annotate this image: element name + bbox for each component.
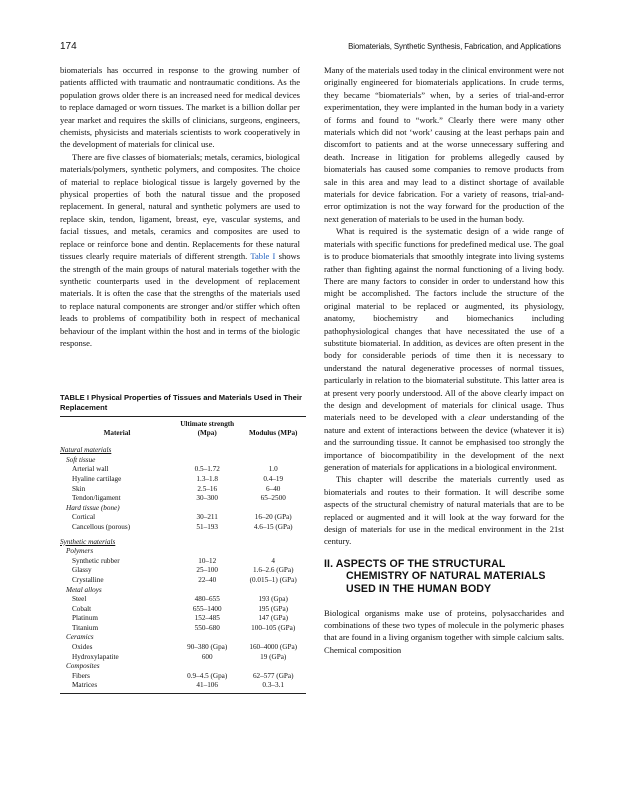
- paragraph-text: understanding of the nature and extent of interactions between the device (whatever it is) and the surrounding tissue. It cannot be emphasised too strongly the importance of biocompatibility in the development of the next generation of materials for applications in a biological environment.: [324, 412, 564, 472]
- cell-strength: 41–106: [196, 681, 218, 690]
- cell-material: Ceramics: [66, 633, 94, 642]
- page-number: 174: [60, 41, 77, 52]
- cell-material: Cancellous (porous): [72, 522, 131, 531]
- cell-strength: 30–211: [196, 513, 218, 522]
- cell-strength: 152–485: [194, 614, 220, 623]
- cell-strength: [174, 586, 240, 596]
- table-group-row: [60, 533, 306, 548]
- table-row: [60, 513, 306, 523]
- left-column: [60, 64, 300, 382]
- cell-strength: [174, 547, 240, 557]
- cell-modulus: [240, 504, 306, 514]
- cell-modulus: [240, 456, 306, 466]
- cell-modulus: [240, 662, 306, 672]
- cell-modulus: 147 (GPa): [258, 614, 289, 623]
- paragraph-text: What is required is the systematic design of a wide range of materials with specific functions for predefined medical use. The goal is to produce biomaterials that smoothly integrate into living systems rather than fighting against the normal functioning of a living body. There are many factors to consider in order to understand how this might be accomplished. The factors include the structure of the original material to be replaced or augmented, its physiology, anatomy, biochemistry and biomechanics including pathophysiological changes that have necessitated the use of a substitute biomaterial. In addition, as devices are often present in the body for considerable periods of time then it is necessary to understand the natural degenerative processes of normal tissues, particularly in relation to the biomaterial substitute. This latter area is at present very poorly understood. All of the above clearly impact on the design and development of materials for clinical usage. Thus materials need to be developed with a: [324, 226, 564, 423]
- cell-strength: [174, 504, 240, 514]
- cell-modulus: 195 (GPa): [258, 604, 289, 613]
- body-paragraph: This chapter will describe the materials currently used as biomaterials and routes to their formation. It will describe some aspects of the structural chemistry of natural materials that are to be replaced or augmented and it will look at the way forward for the design of materials for use in the medical environment in the 21st century.: [324, 474, 564, 547]
- cell-modulus: (0.015–1) (GPa): [249, 575, 297, 584]
- section-heading: II. ASPECTS OF THE STRUCTURAL CHEMISTRY OF NATURAL MATERIALS USED IN THE HUMAN BODY: [324, 557, 546, 596]
- paragraph-text: shows the strength of the main groups of natural materials together with the synthetic counterparts used in the development of replacement materials. It is often the case that the strengths of the materials used to replace natural components are stronger and/or stiffer which often leads to problems of compatibility both in respect of mechanical behaviour of the implant within the host and in terms of the biologic response.: [60, 251, 301, 348]
- cell-modulus: 0.4–19: [263, 474, 284, 483]
- properties-table: [60, 393, 306, 694]
- table-group-row: [60, 662, 306, 672]
- cell-strength: 30–300: [196, 494, 218, 503]
- cell-modulus: [240, 586, 306, 596]
- cell-material: Fibers: [72, 671, 90, 680]
- cell-material: Soft tissue: [66, 455, 96, 464]
- cell-material: Hyaline cartilage: [72, 474, 122, 483]
- table-group-row: [60, 441, 306, 456]
- cell-strength: [174, 456, 240, 466]
- cell-modulus: 1.6–2.6 (GPa): [252, 566, 294, 575]
- table-row: [60, 653, 306, 663]
- cell-strength: [174, 633, 240, 643]
- cell-material: Crystalline: [72, 575, 104, 584]
- cell-strength: 600: [201, 652, 213, 661]
- cell-strength: 480–655: [194, 595, 220, 604]
- table-group-row: [60, 547, 306, 557]
- table-group-row: [60, 586, 306, 596]
- cell-material: Skin: [72, 484, 86, 493]
- cell-modulus: 160–4000 (GPa): [249, 643, 298, 652]
- header-modulus: Modulus (MPa): [248, 428, 298, 437]
- cell-modulus: 4: [271, 556, 275, 565]
- header-strength: Ultimate strength (Mpa): [180, 420, 235, 437]
- cell-strength: 25–100: [196, 566, 218, 575]
- cell-strength: 0.5–1.72: [194, 465, 220, 474]
- cell-material: Matrices: [72, 681, 98, 690]
- cell-modulus: [240, 547, 306, 557]
- running-title: Biomaterials, Synthetic Synthesis, Fabrication, and Applications: [348, 42, 561, 51]
- cell-material: Hard tissue (bone): [66, 503, 120, 512]
- cell-modulus: 19 (GPa): [260, 652, 287, 661]
- cell-strength: 22–40: [198, 575, 217, 584]
- cell-strength: 655–1400: [192, 604, 222, 613]
- table-header-row: [60, 417, 306, 441]
- cell-modulus: 4.6–15 (GPa): [253, 522, 293, 531]
- cell-material: Synthetic materials: [60, 537, 116, 546]
- cell-modulus: 65–2500: [260, 494, 286, 503]
- cell-modulus: 62–577 (GPa): [252, 671, 294, 680]
- table-row: [60, 465, 306, 475]
- cell-strength: 0.9–4.5 (Gpa): [187, 671, 228, 680]
- cell-strength: 90–380 (Gpa): [187, 643, 228, 652]
- cell-material: Hydroxylapatite: [72, 652, 119, 661]
- body-paragraph: Many of the materials used today in the clinical environment were not originally engineered for biomaterials applications. In crude terms, they became “biomaterials” when, by a series of trial-and-error experimentation, they were implanted in the human body in a variety of forms and found to “work.” Clearly there were many other materials which did not ‘work’ causing at the least perhaps pain and discomfort to patients and at the worse unnecessary suffering and death. Increase in litigation for problems allegedly caused by biomaterials has caused some companies to remove products from sale in this area and may lead to a distinct shortage of available materials for device fabrication. For a variety of reasons, trial-and-error optimization is not the way forward for the production of the next generation of materials to be used in the human body.: [324, 65, 564, 224]
- table-row: [60, 566, 306, 576]
- right-column: [324, 64, 564, 655]
- cell-material: Cobalt: [72, 604, 92, 613]
- paragraph-text: There are five classes of biomaterials; metals, ceramics, biological materials/polymers, synthetic polymers, and composites. The choice of material to replace biological tissue is largely governed by the physical properties of both the natural tissue and the proposed replacement. In general, natural and synthetic polymers are used to replace skin, tendon, ligament, breast, eye, vascular systems, and facial tissues, and metals, ceramics and composites are used to replace or reinforce bone and dentin. Replacements for these natural tissues clearly require materials of different strength.: [60, 151, 300, 262]
- table-row: [60, 605, 306, 615]
- header-material: Material: [103, 428, 131, 437]
- table-row: [60, 494, 306, 504]
- cell-material: Metal alloys: [66, 585, 102, 594]
- cell-material: Arterial wall: [72, 465, 109, 474]
- cell-modulus: 193 (Gpa): [258, 595, 288, 604]
- cell-modulus: 100–105 (GPa): [251, 623, 296, 632]
- cell-strength: 10–12: [198, 556, 217, 565]
- cell-strength: [174, 441, 240, 456]
- table-row: [60, 643, 306, 653]
- table-row: [60, 523, 306, 533]
- table-row: [60, 672, 306, 682]
- cell-material: Composites: [66, 662, 100, 671]
- properties-table-grid: [60, 417, 306, 691]
- table-row: [60, 475, 306, 485]
- cell-material: Tendon/ligament: [72, 494, 121, 503]
- cell-strength: 1.3–1.8: [196, 474, 218, 483]
- table-row: [60, 595, 306, 605]
- cell-modulus: [240, 533, 306, 548]
- cell-modulus: 16–20 (GPa): [254, 513, 292, 522]
- cell-material: Synthetic rubber: [72, 556, 120, 565]
- cell-strength: 51–193: [196, 522, 218, 531]
- table-reference-link[interactable]: Table I: [250, 251, 276, 262]
- cell-material: Cortical: [72, 513, 96, 522]
- cell-strength: [174, 533, 240, 548]
- cell-material: Polymers: [66, 547, 94, 556]
- table-group-row: [60, 504, 306, 514]
- table-row: [60, 557, 306, 567]
- cell-strength: 2.5–16: [197, 484, 218, 493]
- table-body: [60, 441, 306, 691]
- cell-material: Oxides: [72, 643, 93, 652]
- cell-modulus: [240, 441, 306, 456]
- table-row: [60, 614, 306, 624]
- cell-material: Steel: [72, 595, 87, 604]
- body-paragraph: [324, 225, 564, 473]
- body-paragraph: [60, 151, 300, 350]
- table-row: [60, 624, 306, 634]
- emphasis-text: clear: [468, 412, 486, 423]
- cell-modulus: 6–40: [266, 484, 281, 493]
- cell-material: Natural materials: [60, 446, 112, 455]
- table-row: [60, 681, 306, 691]
- cell-strength: [174, 662, 240, 672]
- table-group-row: [60, 633, 306, 643]
- body-paragraph: Biological organisms make use of proteins, polysaccharides and combinations of these two types of molecule in the polymeric phases that are found in a living organism together with simple calcium salts. Chemical composition: [324, 607, 564, 655]
- table-row: [60, 576, 306, 586]
- cell-strength: 550–680: [194, 623, 220, 632]
- cell-material: Titanium: [72, 623, 99, 632]
- cell-material: Platinum: [72, 614, 98, 623]
- cell-modulus: 0.3–3.1: [262, 681, 284, 690]
- table-title: TABLE I Physical Properties of Tissues and Materials Used in Their Replacement: [60, 393, 302, 412]
- body-paragraph: biomaterials has occurred in response to the growing number of patients afflicted with traumatic and nontraumatic conditions. As the population grows older there is an increased need for medical devices to replace damaged or worn tissues. The market is a billion dollar per year market and requires the skills of clinicians, surgeons, engineers, chemists, physicists and materials scientists to work cooperatively in the development of materials for clinical use.: [60, 65, 300, 150]
- cell-modulus: [240, 633, 306, 643]
- table-group-row: [60, 456, 306, 466]
- cell-material: Glassy: [72, 566, 92, 575]
- running-header: [60, 41, 561, 55]
- table-bottom-rule: [60, 693, 306, 694]
- cell-modulus: 1.0: [268, 465, 278, 474]
- table-row: [60, 485, 306, 495]
- section-spacer: [324, 548, 564, 558]
